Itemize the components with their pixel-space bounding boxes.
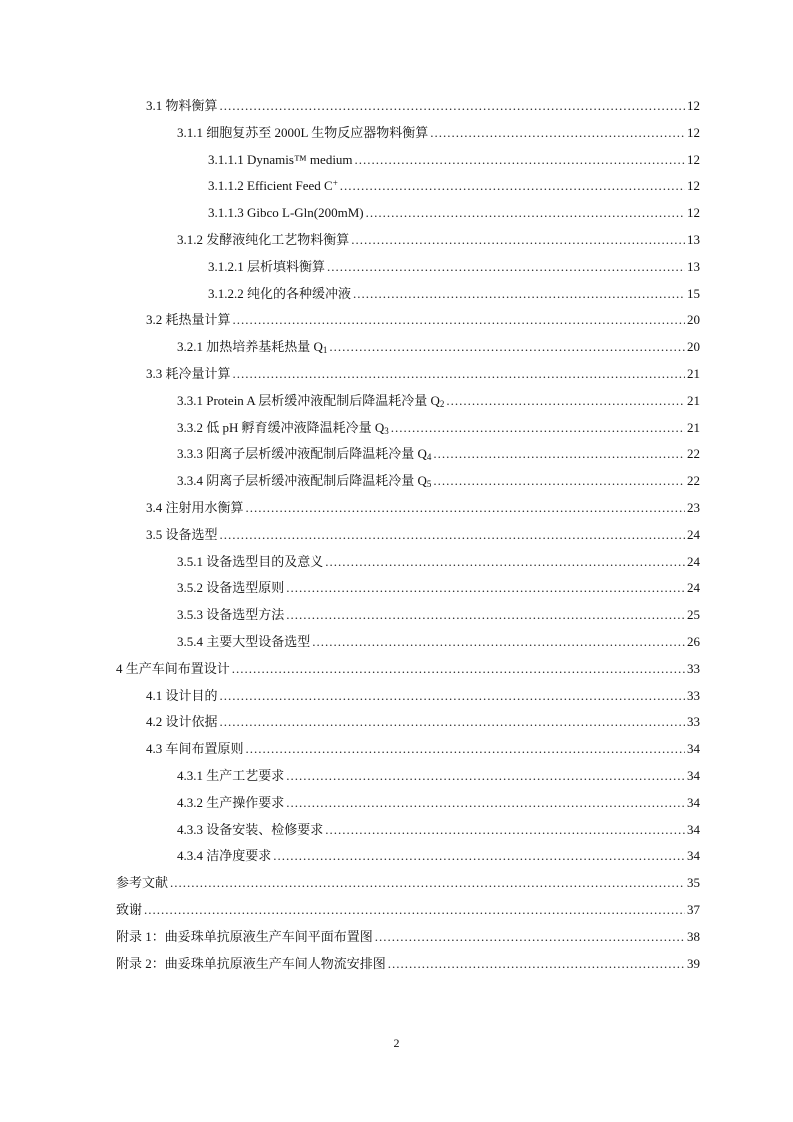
toc-leader-dots xyxy=(353,284,685,304)
toc-leader-dots xyxy=(286,578,685,598)
toc-entry-page: 12 xyxy=(687,98,700,113)
toc-entry[interactable] xyxy=(177,337,700,357)
toc-leader-dots xyxy=(233,364,685,384)
toc-entry-title: 4.3 车间布置原则 xyxy=(146,741,244,757)
toc-entry-title: 3.5.4 主要大型设备选型 xyxy=(177,634,311,649)
toc-entry-page: 21 xyxy=(687,366,700,381)
toc-entry[interactable] xyxy=(177,820,700,840)
toc-entry-page: 22 xyxy=(687,446,700,462)
toc-leader-dots xyxy=(325,820,685,840)
toc-entry-title: 3.1.2.2 纯化的各种缓冲液 xyxy=(208,285,352,301)
toc-entry-page: 12 xyxy=(687,205,700,221)
toc-leader-dots xyxy=(430,123,685,143)
toc-leader-dots xyxy=(286,793,685,813)
toc-entry[interactable] xyxy=(116,954,700,974)
toc-entry-page: 33 xyxy=(687,660,700,676)
toc-entry-page: 20 xyxy=(687,312,700,328)
toc-leader-dots xyxy=(366,203,685,223)
toc-entry-page: 33 xyxy=(687,687,700,703)
toc-leader-dots xyxy=(220,96,685,116)
toc-entry[interactable] xyxy=(146,686,700,706)
toc-entry-title: 附录 1：曲妥珠单抗原液生产车间平面布置图 xyxy=(116,928,373,944)
toc-entry[interactable] xyxy=(177,230,700,250)
toc-entry-page: 34 xyxy=(687,794,700,810)
toc-entry-title: 致谢 xyxy=(116,902,143,917)
toc-entry[interactable] xyxy=(177,444,700,464)
toc-leader-dots xyxy=(286,605,685,625)
toc-entry-page: 38 xyxy=(687,928,700,944)
toc-entry[interactable] xyxy=(177,471,700,491)
page-number: 2 xyxy=(393,1036,400,1050)
toc-entry-title: 4.3.3 设备安装、检修要求 xyxy=(177,821,324,837)
toc-entry-title: 3.5.3 设备选型方法 xyxy=(177,607,285,623)
toc-entry[interactable] xyxy=(116,659,700,679)
toc-entry-page: 24 xyxy=(687,553,700,569)
toc-entry-title: 3.1.1.3 Gibco L-Gln(200mM) xyxy=(208,205,364,221)
toc-leader-dots xyxy=(375,927,685,947)
toc-entry[interactable] xyxy=(177,123,700,143)
toc-leader-dots xyxy=(233,310,685,330)
toc-entry-title: 3.3.2 低 pH 孵育缓冲液降温耗冷量 $Q_3$ xyxy=(177,419,389,436)
toc-entry-title: 4.3.1 生产工艺要求 xyxy=(177,768,285,783)
toc-entry-page: 37 xyxy=(687,902,700,917)
toc-entry[interactable] xyxy=(146,712,700,732)
toc-entry[interactable] xyxy=(177,578,700,598)
toc-leader-dots xyxy=(220,712,685,732)
toc-entry-title: 3.5.2 设备选型原则 xyxy=(177,580,285,596)
toc-entry[interactable] xyxy=(116,873,700,893)
toc-entry-title: 3.3.3 阳离子层析缓冲液配制后降温耗冷量 $Q_4$ xyxy=(177,446,432,463)
toc-entry[interactable] xyxy=(208,150,700,170)
toc-leader-dots xyxy=(312,632,685,652)
toc-entry-page: 23 xyxy=(687,500,700,515)
toc-entry-page: 15 xyxy=(687,285,700,301)
toc-leader-dots xyxy=(329,337,685,357)
toc-entry[interactable] xyxy=(146,96,700,116)
toc-entry-page: 39 xyxy=(687,955,700,971)
toc-entry[interactable] xyxy=(177,846,700,866)
toc-entry-title: 4.2 设计依据 xyxy=(146,714,218,730)
toc-entry-title: 3.3.1 Protein A 层析缓冲液配制后降温耗冷量 $Q_2$ xyxy=(177,392,445,409)
toc-entry-title: 3.1.1.1 Dynamis™ medium xyxy=(208,151,353,167)
toc-entry-title: 3.5 设备选型 xyxy=(146,526,218,542)
toc-entry-title: 附录 2：曲妥珠单抗原液生产车间人物流安排图 xyxy=(116,955,386,971)
toc-entry-page: 22 xyxy=(687,473,700,489)
toc-entry[interactable] xyxy=(177,793,700,813)
toc-entry-page: 21 xyxy=(687,392,700,408)
toc-entry[interactable] xyxy=(177,418,700,438)
toc-entry-page: 12 xyxy=(687,151,700,167)
toc-entry-title: 3.4 注射用水衡算 xyxy=(146,500,244,515)
toc-leader-dots xyxy=(220,525,685,545)
toc-leader-dots xyxy=(446,391,685,411)
toc-leader-dots xyxy=(355,150,685,170)
toc-entry-page: 24 xyxy=(687,526,700,542)
toc-entry[interactable] xyxy=(208,284,700,304)
toc-entry[interactable] xyxy=(208,176,700,196)
toc-entry[interactable] xyxy=(116,927,700,947)
toc-leader-dots xyxy=(170,873,685,893)
toc-entry-page: 34 xyxy=(687,848,700,864)
toc-entry-page: 12 xyxy=(687,178,700,194)
toc-entry-title: 3.1.1.2 Efficient Feed C+ xyxy=(208,178,338,194)
toc-entry-page: 35 xyxy=(687,875,700,891)
toc-entry-title: 4.3.4 洁净度要求 xyxy=(177,848,272,864)
toc-entry-title: 3.5.1 设备选型目的及意义 xyxy=(177,553,324,569)
toc-leader-dots xyxy=(273,846,685,866)
toc-entry-page: 34 xyxy=(687,741,700,757)
toc-entry[interactable] xyxy=(116,900,700,920)
toc-entry-page: 12 xyxy=(687,124,700,140)
toc-entry[interactable] xyxy=(208,257,700,277)
toc-leader-dots xyxy=(232,659,685,679)
toc-entry[interactable] xyxy=(177,552,700,572)
toc-entry[interactable] xyxy=(146,525,700,545)
toc-entry-page: 13 xyxy=(687,258,700,274)
toc-entry-page: 20 xyxy=(687,339,700,355)
toc-entry-title: 3.1 物料衡算 xyxy=(146,98,218,113)
toc-entry-title: 4 生产车间布置设计 xyxy=(116,660,230,676)
toc-entry-page: 24 xyxy=(687,580,700,596)
toc-entry-title: 3.1.1 细胞复苏至 2000L 生物反应器物料衡算 xyxy=(177,124,429,140)
toc-entry-title: 3.2 耗热量计算 xyxy=(146,312,231,328)
toc-entry-title: 3.2.1 加热培养基耗热量 $Q_1$ xyxy=(177,339,328,356)
toc-entry-page: 25 xyxy=(687,607,700,623)
toc-entry-page: 13 xyxy=(687,232,700,247)
toc-entry-title: 参考文献 xyxy=(116,875,169,891)
toc-entry[interactable] xyxy=(146,498,700,518)
toc-leader-dots xyxy=(351,230,685,250)
toc-leader-dots xyxy=(388,954,685,974)
toc-entry[interactable] xyxy=(177,605,700,625)
toc-entry-page: 33 xyxy=(687,714,700,730)
toc-entry[interactable] xyxy=(208,203,700,223)
toc-entry-page: 26 xyxy=(687,634,700,649)
toc-entry-title: 3.3.4 阴离子层析缓冲液配制后降温耗冷量 $Q_5$ xyxy=(177,473,432,490)
toc-leader-dots xyxy=(286,766,685,786)
toc-leader-dots xyxy=(340,176,685,196)
toc-leader-dots xyxy=(433,444,685,464)
toc-leader-dots xyxy=(325,552,685,572)
toc-entry[interactable] xyxy=(177,391,700,411)
toc-leader-dots xyxy=(246,498,685,518)
toc-entry[interactable] xyxy=(177,632,700,652)
toc-entry-title: 3.1.2 发酵液纯化工艺物料衡算 xyxy=(177,232,350,247)
toc-leader-dots xyxy=(246,739,685,759)
toc-entry-page: 21 xyxy=(687,419,700,435)
toc-entry[interactable] xyxy=(146,364,700,384)
toc-leader-dots xyxy=(433,471,685,491)
toc-entry-title: 3.1.2.1 层析填料衡算 xyxy=(208,258,326,274)
toc-entry-title: 4.3.2 生产操作要求 xyxy=(177,794,285,810)
toc-leader-dots xyxy=(391,418,685,438)
toc-entry-page: 34 xyxy=(687,821,700,837)
toc-entry[interactable] xyxy=(146,310,700,330)
toc-entry-title: 4.1 设计目的 xyxy=(146,687,218,703)
toc-leader-dots xyxy=(144,900,685,920)
toc-entry[interactable] xyxy=(146,739,700,759)
toc-entry[interactable] xyxy=(177,766,700,786)
toc-entry-page: 34 xyxy=(687,768,700,783)
toc-leader-dots xyxy=(327,257,685,277)
toc-entry-title: 3.3 耗冷量计算 xyxy=(146,366,231,381)
toc-leader-dots xyxy=(220,686,685,706)
